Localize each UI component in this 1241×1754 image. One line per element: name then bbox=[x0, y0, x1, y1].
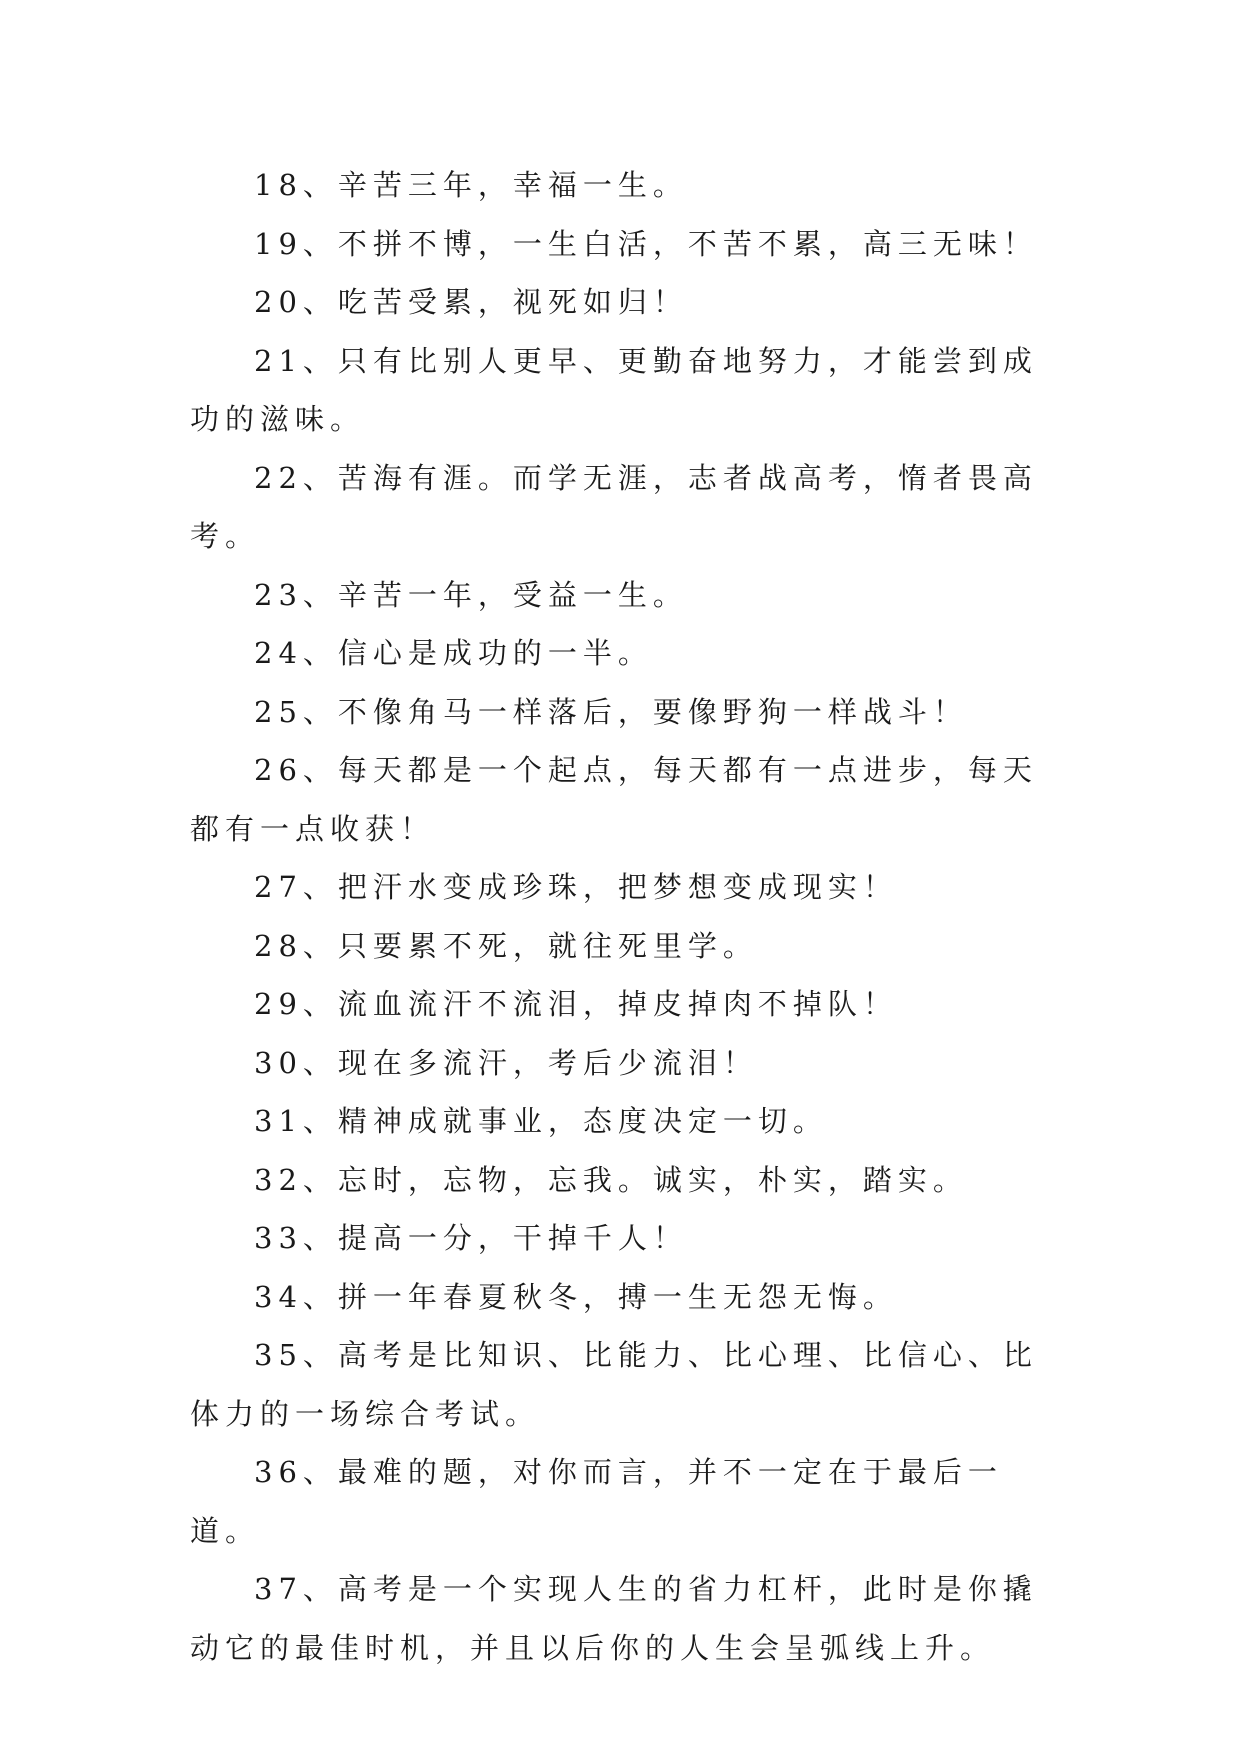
item-number: 22 bbox=[254, 460, 303, 495]
item-number: 30 bbox=[254, 1045, 303, 1080]
item-number: 37 bbox=[254, 1572, 303, 1606]
item-number: 29 bbox=[254, 987, 303, 1021]
item-text: 、忘时，忘物，忘我。诚实，朴实，踏实。 bbox=[302, 1162, 968, 1197]
list-item bbox=[190, 273, 1070, 332]
list-item bbox=[190, 683, 1070, 742]
item-number: 33 bbox=[254, 1221, 303, 1255]
item-text: 、不拼不博，一生白活，不苦不累，高三无味！ bbox=[302, 226, 1038, 261]
list-item bbox=[190, 975, 1070, 1034]
document-body bbox=[190, 156, 1070, 1677]
list-item bbox=[190, 624, 1070, 683]
item-number: 19 bbox=[254, 226, 303, 261]
item-text: 、信心是成功的一半。 bbox=[302, 636, 653, 670]
item-text: 、流血流汗不流泪，掉皮掉肉不掉队！ bbox=[302, 987, 898, 1021]
list-item bbox=[190, 858, 1070, 917]
item-text: 、吃苦受累，视死如归！ bbox=[302, 285, 688, 319]
list-item bbox=[190, 332, 1070, 449]
list-item bbox=[190, 215, 1070, 274]
list-item bbox=[190, 1443, 1070, 1560]
item-number: 21 bbox=[254, 343, 303, 378]
item-number: 35 bbox=[254, 1338, 303, 1372]
list-item bbox=[190, 1326, 1070, 1443]
item-number: 27 bbox=[254, 870, 303, 904]
item-text: 、最难的题，对你而言，并不一定在于最后一道。 bbox=[190, 1455, 1003, 1548]
item-text: 、把汗水变成珍珠，把梦想变成现实！ bbox=[302, 870, 898, 904]
item-text: 、高考是一个实现人生的省力杠杆，此时是你撬动它的最佳时机，并且以后你的人生会呈弧线上升。 bbox=[190, 1572, 1038, 1665]
list-item bbox=[190, 741, 1070, 858]
list-item bbox=[190, 1151, 1070, 1210]
item-text: 、辛苦一年，受益一生。 bbox=[302, 577, 688, 612]
item-number: 31 bbox=[254, 1104, 303, 1138]
item-text: 、高考是比知识、比能力、比心理、比信心、比体力的一场综合考试。 bbox=[190, 1338, 1038, 1431]
item-number: 18 bbox=[254, 168, 303, 202]
item-text: 、拼一年春夏秋冬，搏一生无怨无悔。 bbox=[302, 1279, 898, 1314]
list-item bbox=[190, 1560, 1070, 1677]
item-number: 24 bbox=[254, 636, 303, 670]
list-item bbox=[190, 566, 1070, 625]
item-text: 、每天都是一个起点，每天都有一点进步，每天都有一点收获！ bbox=[190, 753, 1038, 846]
item-number: 23 bbox=[254, 577, 303, 612]
list-item bbox=[190, 1268, 1070, 1327]
item-text: 、辛苦三年，幸福一生。 bbox=[302, 168, 688, 202]
list-item bbox=[190, 1034, 1070, 1093]
item-number: 36 bbox=[254, 1455, 303, 1489]
item-number: 25 bbox=[254, 694, 303, 729]
list-item bbox=[190, 1092, 1070, 1151]
item-text: 、苦海有涯。而学无涯，志者战高考，惰者畏高考。 bbox=[190, 460, 1038, 553]
item-number: 28 bbox=[254, 928, 303, 963]
item-number: 20 bbox=[254, 285, 303, 319]
item-text: 、不像角马一样落后，要像野狗一样战斗！ bbox=[302, 694, 968, 729]
list-item bbox=[190, 1209, 1070, 1268]
list-item bbox=[190, 156, 1070, 215]
item-text: 、只要累不死，就往死里学。 bbox=[302, 928, 758, 963]
list-item bbox=[190, 917, 1070, 976]
item-text: 、现在多流汗，考后少流泪！ bbox=[302, 1045, 758, 1080]
item-text: 、精神成就事业，态度决定一切。 bbox=[302, 1104, 828, 1138]
list-item bbox=[190, 449, 1070, 566]
item-text: 、提高一分，干掉千人！ bbox=[302, 1221, 688, 1255]
item-number: 26 bbox=[254, 753, 303, 787]
item-number: 34 bbox=[254, 1279, 303, 1314]
item-text: 、只有比别人更早、更勤奋地努力，才能尝到成功的滋味。 bbox=[190, 343, 1038, 436]
item-number: 32 bbox=[254, 1162, 303, 1197]
